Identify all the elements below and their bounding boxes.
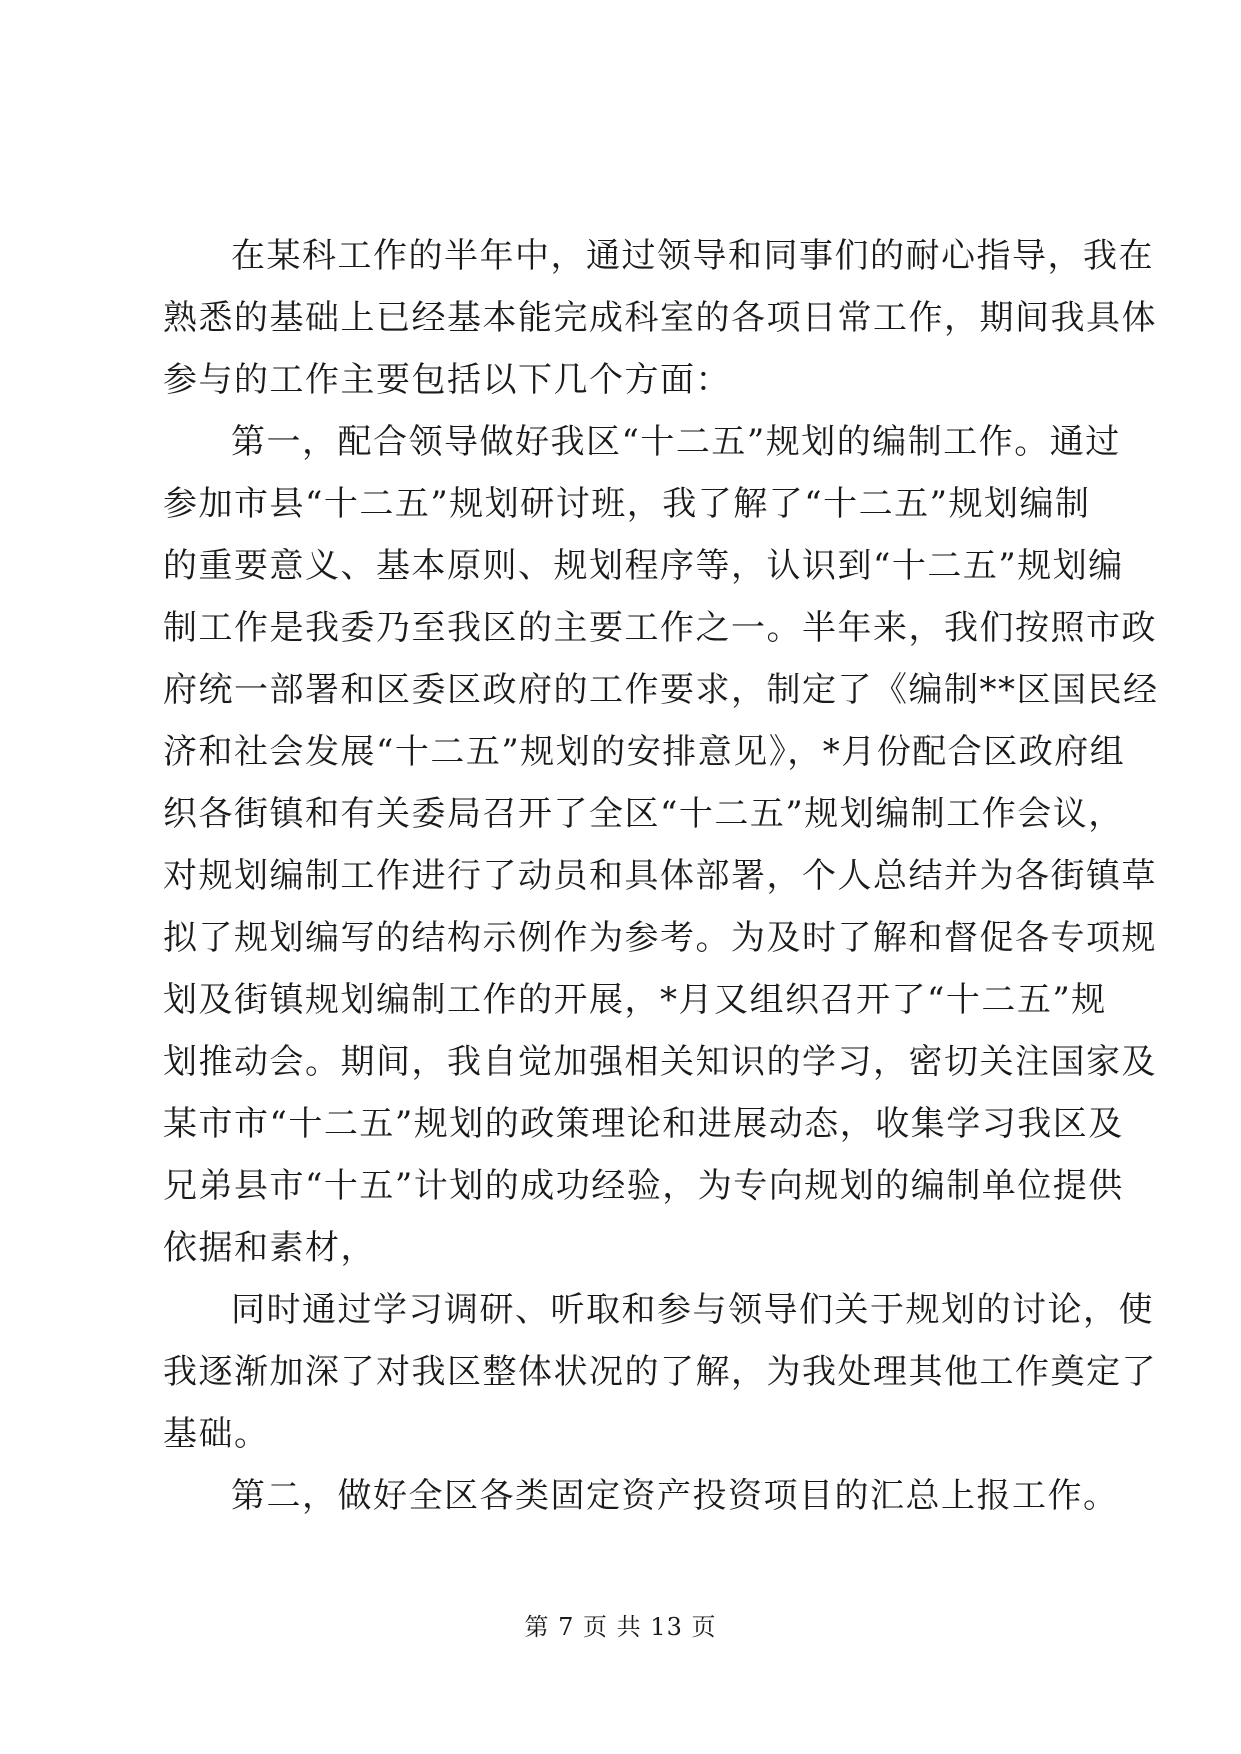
page-number-footer: 第 7 页 共 13 页	[524, 1613, 717, 1641]
text-line: 划推动会。期间，我自觉加强相关知识的学习，密切关注国家及	[163, 1042, 1157, 1082]
text-line: 基础。	[163, 1414, 270, 1454]
text-line: 拟了规划编写的结构示例作为参考。为及时了解和督促各专项规	[163, 918, 1157, 958]
text-line: 某市市“十二五”规划的政策理论和进展动态，收集学习我区及	[163, 1104, 1124, 1144]
text-line: 第一，配合领导做好我区“十二五”规划的编制工作。通过	[231, 422, 1121, 462]
text-line: 同时通过学习调研、听取和参与领导们关于规划的讨论，使	[231, 1290, 1154, 1330]
text-line: 参与的工作主要包括以下几个方面：	[163, 360, 731, 400]
text-line: 划及街镇规划编制工作的开展，*月又组织召开了“十二五”规	[163, 980, 1107, 1020]
text-line: 的重要意义、基本原则、规划程序等，认识到“十二五”规划编	[163, 546, 1124, 586]
text-line: 对规划编制工作进行了动员和具体部署，个人总结并为各街镇草	[163, 856, 1157, 896]
text-line: 在某科工作的半年中，通过领导和同事们的耐心指导，我在	[231, 236, 1154, 276]
text-line: 济和社会发展“十二五”规划的安排意见》，*月份配合区政府组	[163, 732, 1126, 772]
text-line: 参加市县“十二五”规划研讨班，我了解了“十二五”规划编制	[163, 484, 1091, 524]
text-line: 府统一部署和区委区政府的工作要求，制定了《编制**区国民经	[163, 670, 1159, 710]
text-line: 依据和素材，	[163, 1228, 376, 1268]
document-body	[163, 225, 1159, 1527]
text-line: 第二，做好全区各类固定资产投资项目的汇总上报工作。	[231, 1476, 1119, 1516]
text-line: 兄弟县市“十五”计划的成功经验，为专向规划的编制单位提供	[163, 1166, 1124, 1206]
text-line: 熟悉的基础上已经基本能完成科室的各项日常工作，期间我具体	[163, 298, 1157, 338]
text-line: 制工作是我委乃至我区的主要工作之一。半年来，我们按照市政	[163, 608, 1157, 648]
text-line: 织各街镇和有关委局召开了全区“十二五”规划编制工作会议，	[163, 794, 1124, 834]
text-line: 我逐渐加深了对我区整体状况的了解，为我处理其他工作奠定了	[163, 1352, 1157, 1392]
